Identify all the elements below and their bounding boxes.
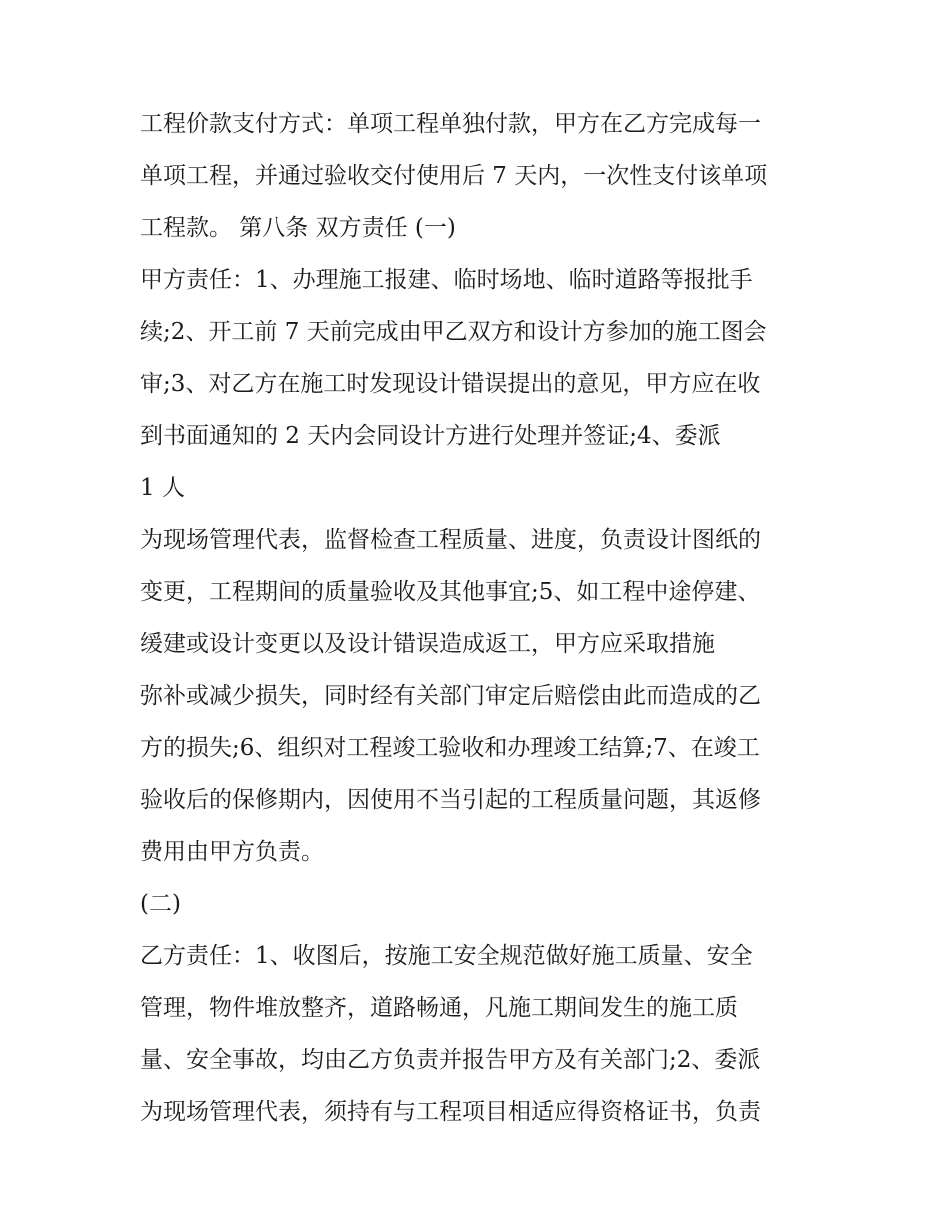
- text-line: 甲方责任：1、办理施工报建、临时场地、临时道路等报批手: [140, 267, 753, 293]
- text-line: 弥补或减少损失，同时经有关部门审定后赔偿由此而造成的乙: [140, 683, 761, 709]
- text-line: 验收后的保修期内，因使用不当引起的工程质量问题，其返修: [140, 787, 761, 813]
- text-line: 单项工程，并通过验收交付使用后 7 天内，一次性支付该单项: [140, 163, 768, 189]
- text-line: 费用由甲方负责。: [140, 839, 324, 865]
- text-line: 1 人: [140, 475, 185, 501]
- text-line: 方的损失;6、组织对工程竣工验收和办理竣工结算;7、在竣工: [140, 735, 760, 761]
- text-line: 续;2、开工前 7 天前完成由甲乙双方和设计方参加的施工图会: [140, 319, 767, 345]
- text-line: 工程价款支付方式：单项工程单独付款，甲方在乙方完成每一: [140, 111, 761, 137]
- text-line: 为现场管理代表，监督检查工程质量、进度，负责设计图纸的: [140, 527, 761, 553]
- text-line: 管理，物件堆放整齐，道路畅通，凡施工期间发生的施工质: [140, 995, 738, 1021]
- text-line: (二): [140, 891, 181, 917]
- text-line: 审;3、对乙方在施工时发现设计错误提出的意见，甲方应在收: [140, 371, 761, 397]
- text-line: 为现场管理代表，须持有与工程项目相适应得资格证书，负责: [140, 1099, 761, 1125]
- text-line: 变更，工程期间的质量验收及其他事宜;5、如工程中途停建、: [140, 579, 761, 605]
- text-line: 乙方责任：1、收图后，按施工安全规范做好施工质量、安全: [140, 943, 753, 969]
- text-line: 缓建或设计变更以及设计错误造成返工，甲方应采取措施: [140, 631, 715, 657]
- document-body: [140, 98, 830, 1138]
- text-line: 到书面通知的 2 天内会同设计方进行处理并签证;4、委派: [140, 423, 721, 449]
- text-line: 量、安全事故，均由乙方负责并报告甲方及有关部门;2、委派: [140, 1047, 761, 1073]
- text-line: 工程款。 第八条 双方责任 (一): [140, 215, 456, 241]
